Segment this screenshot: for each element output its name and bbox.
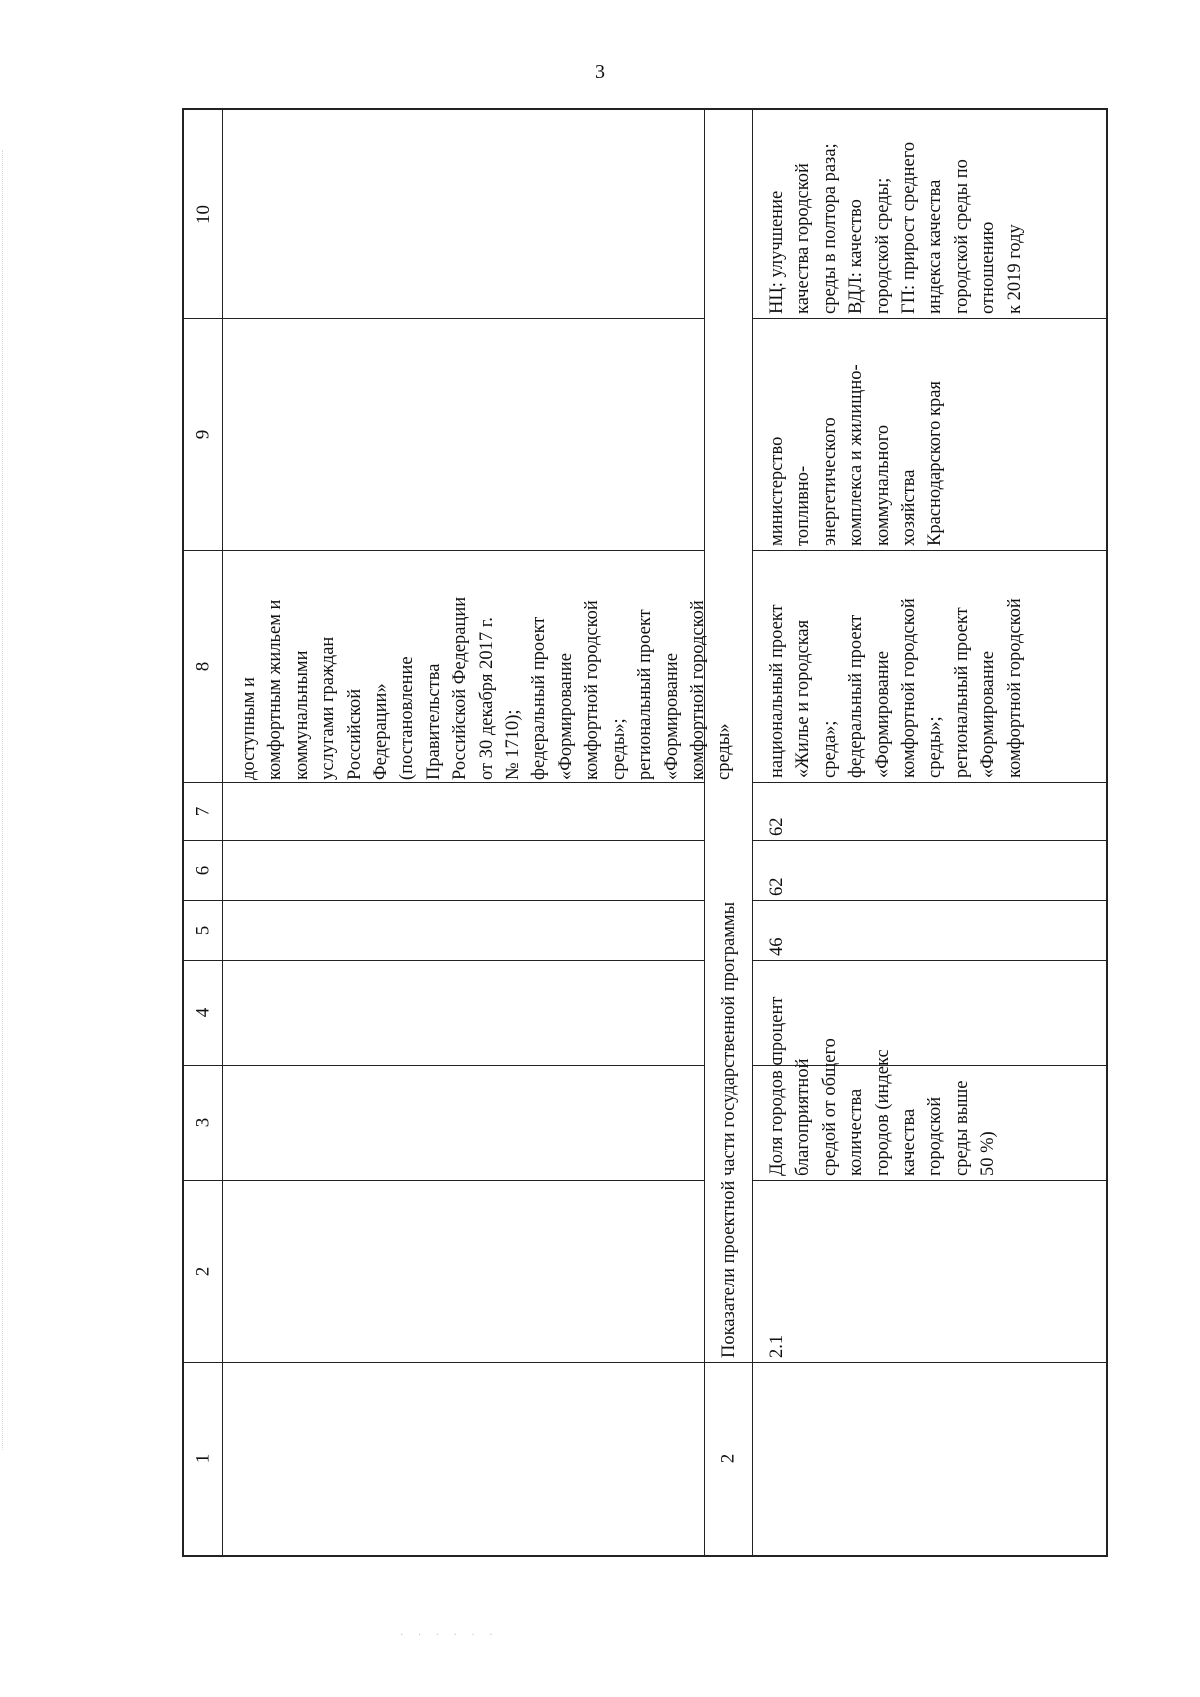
header-col-7: 7 [192, 806, 214, 816]
col-divider [184, 960, 704, 961]
row-2-1-col6: 62 [767, 817, 787, 836]
header-col-1: 1 [192, 1453, 214, 1464]
header-col-10: 10 [192, 204, 214, 224]
col-divider [752, 900, 1106, 901]
col-divider [752, 318, 1106, 319]
header-col-9: 9 [192, 429, 214, 439]
col-divider [184, 1362, 1106, 1363]
header-col-8: 8 [192, 661, 214, 671]
page-number: 3 [595, 61, 605, 83]
row-2-1-col10: НЦ: улучшение качества городской среды в полтора раза; ВДЛ: качество городской среды; ГП: прирост среднего индекса качества городской среды по отношению к 2019 году [767, 141, 1025, 314]
row-2-1-unit: процент [767, 996, 787, 1061]
col-divider [184, 900, 704, 901]
header-col-4: 4 [192, 1007, 214, 1018]
scan-margin-mark [2, 150, 4, 1450]
col-divider [184, 840, 704, 841]
row-2-1-number: 2.1 [767, 1334, 787, 1358]
header-col-5: 5 [192, 925, 214, 935]
col-divider [184, 550, 704, 551]
col-divider [752, 1180, 1106, 1181]
row-2-1-col4: 46 [767, 937, 787, 956]
col-divider [752, 960, 1106, 961]
program-indicators-table [182, 108, 1108, 1557]
col-divider [752, 782, 1106, 783]
section-number: 2 [717, 1453, 739, 1464]
header-col-6: 6 [192, 865, 214, 875]
header-col-3: 3 [192, 1117, 214, 1128]
col-divider [184, 1065, 704, 1066]
continued-row-col8: доступным и комфортным жильем и коммунальными услугами граждан Российской Федерации» (постановление Правительства Российской Федерации от 30 декабря 2017 г. № 1710); федеральный проект «Формирование комфортной городской среды»; региональный проект «Формирование комфортной городской среды» [239, 596, 735, 780]
row-divider [222, 110, 223, 1555]
header-col-2: 2 [192, 1266, 214, 1276]
col-divider [752, 840, 1106, 841]
row-2-1-name: Доля городов с благоприятной средой от общего количества городов (индекс качества городской среды выше 50 %) [767, 1038, 999, 1176]
col-divider [752, 550, 1106, 551]
row-2-1-col5: 62 [767, 877, 787, 896]
row-divider [752, 110, 753, 1555]
row-2-1-col9: министерство топливно- энергетического комплекса и жилищно- коммунального хозяйства Краснодарского края [767, 364, 946, 546]
row-divider [704, 110, 705, 1555]
col-divider [184, 782, 704, 783]
section-title: Показатели проектной части государственной программы [719, 901, 739, 1358]
row-2-1-col8: национальный проект «Жилье и городская среда»; федеральный проект «Формирование комфортной городской среды»; региональный проект «Формирование комфортной городской [767, 598, 1025, 778]
col-divider [184, 318, 704, 319]
scan-artifact: · · · · · · [400, 1630, 499, 1641]
col-divider [184, 1180, 704, 1181]
